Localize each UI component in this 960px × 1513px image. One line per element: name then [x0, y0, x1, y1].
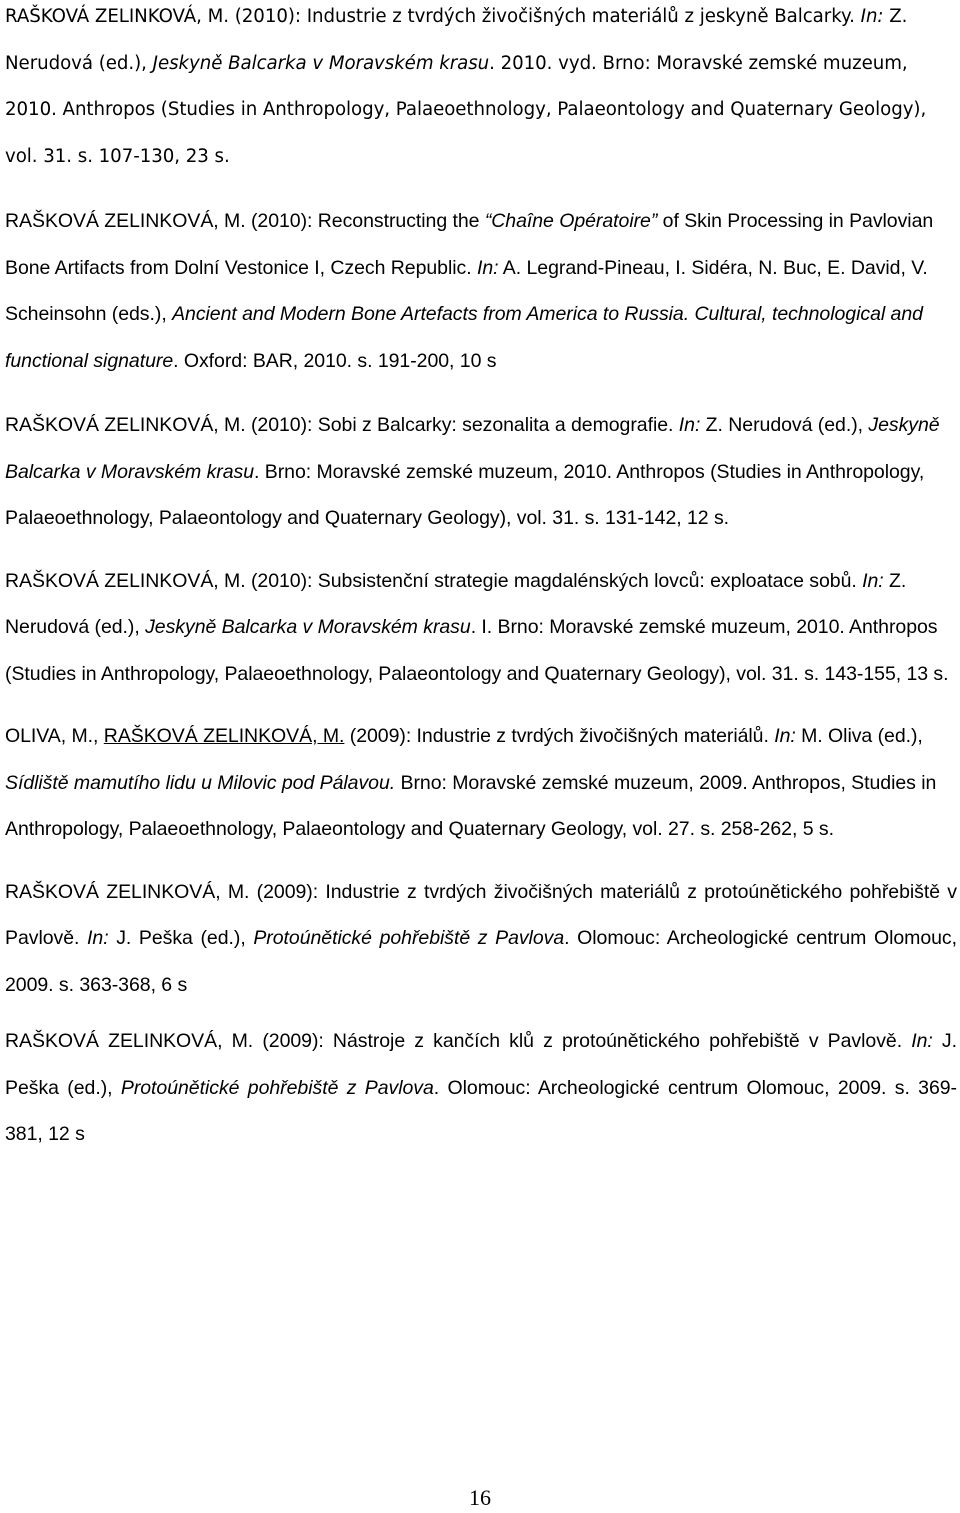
text-run: . Brno: Moravské zemské muzeum, 2010. Anthropos (Studies in Anthropology, Palaeoethnology, Palaeontology and Quaternary Geology), vol. 31. s. 131-142, 12 s. — [5, 460, 925, 529]
text-run: Brno: Moravské zemské muzeum, 2009. Anthropos, Studies in Anthropology, Palaeoethnology, Palaeontology and Quaternary Geology, vol. 27. s. 258-262, 5 s. — [5, 771, 937, 840]
italic-run: In: — [860, 6, 884, 27]
italic-run: In: — [774, 725, 796, 747]
page-number: 16 — [469, 1485, 491, 1510]
text-run: A. Legrand-Pineau, I. Sidéra, N. Buc, E. David, V. Scheinsohn (eds.), — [5, 256, 928, 325]
italic-run: In: — [911, 1030, 933, 1052]
italic-run: Jeskyně Balcarka v Moravském krasu — [5, 414, 940, 483]
text-run: OLIVA, M., — [5, 725, 104, 747]
text-run: . Olomouc: Archeologické centrum Olomouc, 2009. s. 363-368, 6 s — [5, 927, 957, 996]
bibliography-entry — [5, 0, 957, 180]
italic-run: In: — [862, 569, 884, 592]
italic-run: Protoúnětické pohřebiště z Pavlova — [120, 1076, 434, 1099]
text-run: J. Peška (ed.), — [5, 1030, 957, 1099]
text-run: Z. Nerudová (ed.), — [5, 6, 908, 74]
text-run: RAŠKOVÁ ZELINKOVÁ, M. (2010): Subsistenční strategie magdalénských lovců: exploatace sobů. — [5, 569, 863, 592]
text-run: RAŠKOVÁ ZELINKOVÁ, M. (2010): Industrie z tvrdých živočišných materiálů z jeskyně Balcarky. — [5, 6, 861, 27]
text-run: of Skin Processing in Pavlovian Bone Artifacts from Dolní Vestonice I, Czech Republic. — [5, 210, 934, 279]
text-run: Z. Nerudová (ed.), — [5, 569, 907, 638]
bibliography-entry — [5, 869, 957, 1009]
text-run: M. Oliva (ed.), — [795, 725, 923, 747]
italic-run: Protoúnětické pohřebiště z Pavlova — [253, 927, 565, 949]
text-run: . I. Brno: Moravské zemské muzeum, 2010. Anthropos (Studies in Anthropology, Palaeoethnology, Palaeontology and Quaternary Geology), vol. 31. s. 143-155, 13 s. — [5, 616, 949, 685]
text-run: (2009): Industrie z tvrdých živočišných materiálů. — [344, 725, 775, 747]
text-run: RAŠKOVÁ ZELINKOVÁ, M. (2009): Industrie z tvrdých živočišných materiálů z protoúnětického pohřebiště v Pavlově. — [5, 880, 957, 949]
text-run: RAŠKOVÁ ZELINKOVÁ, M. (2010): Sobi z Balcarky: sezonalita a demografie. — [5, 414, 679, 436]
italic-run: In: — [87, 927, 109, 949]
text-run: . Olomouc: Archeologické centrum Olomouc, 2009. s. 369-381, 12 s — [5, 1076, 957, 1145]
italic-run: Jeskyně Balcarka v Moravském krasu — [152, 52, 490, 74]
bibliography-entry — [5, 558, 957, 698]
text-run: RAŠKOVÁ ZELINKOVÁ, M. (2010): Reconstructing the — [5, 210, 485, 232]
underlined-run: RAŠKOVÁ ZELINKOVÁ, M. — [103, 725, 345, 747]
italic-run: In: — [476, 256, 499, 279]
text-run: . 2010. vyd. Brno: Moravské zemské muzeum, 2010. Anthropos (Studies in Anthropology, Palaeoethnology, Palaeontology and Quaternary Geology), vol. 31. s. 107-130, 23 s. — [5, 52, 927, 167]
italic-run: Sídliště mamutího lidu u Milovic pod Pálavou. — [5, 771, 396, 794]
bibliography-entry — [5, 198, 957, 384]
bibliography-entry — [5, 1018, 957, 1158]
bibliography-entry — [5, 402, 957, 542]
bibliography-page — [5, 0, 957, 1158]
italic-run: In: — [678, 414, 701, 436]
bibliography-entry — [5, 713, 957, 853]
italic-run: Ancient and Modern Bone Artefacts from America to Russia. Cultural, technological and functional signature — [5, 303, 923, 372]
text-run: Z. Nerudová (ed.), — [700, 414, 869, 436]
italic-run: Jeskyně Balcarka v Moravském krasu — [145, 616, 471, 638]
italic-run: “Chaîne Opératoire” — [484, 210, 658, 232]
text-run: RAŠKOVÁ ZELINKOVÁ, M. (2009): Nástroje z kančích klů z protoúnětického pohřebiště v Pavlově. — [5, 1030, 912, 1052]
text-run: J. Peška (ed.), — [108, 927, 254, 949]
text-run: . Oxford: BAR, 2010. s. 191-200, 10 s — [173, 349, 497, 372]
